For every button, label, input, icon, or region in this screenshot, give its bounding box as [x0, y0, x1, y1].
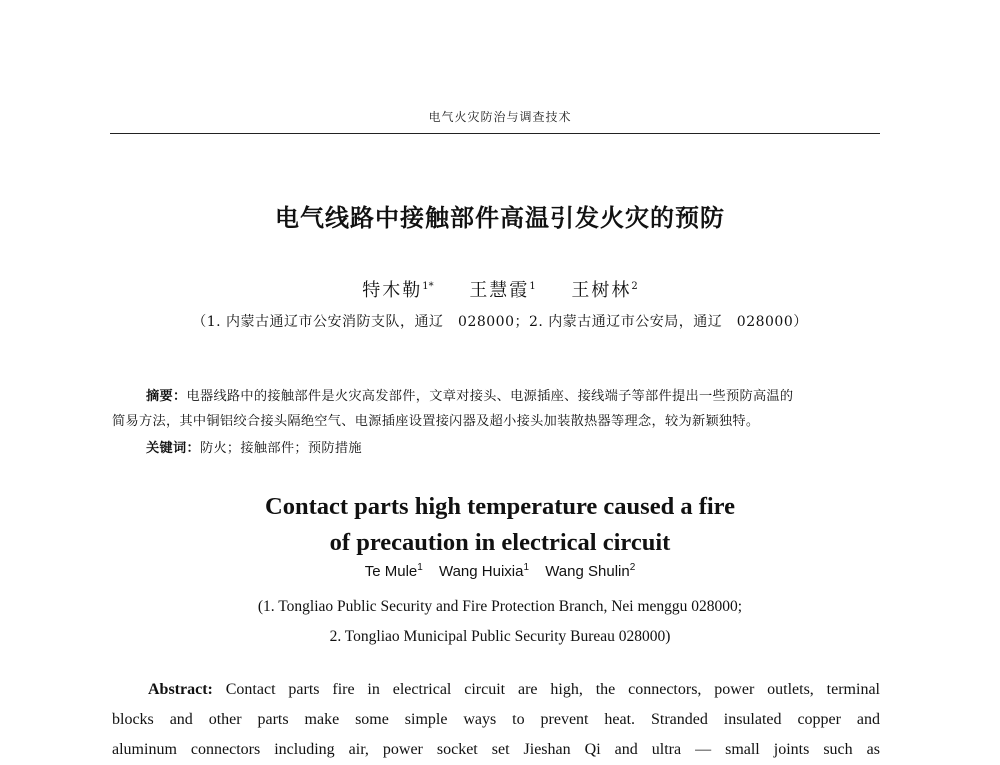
cn-keywords-text: 防火；接触部件；预防措施	[199, 441, 362, 456]
running-head: 电气火灾防治与调查技术	[428, 110, 572, 124]
en-abstract	[112, 675, 880, 765]
en-title-line: Contact parts high temperature caused a fire	[265, 493, 735, 520]
cn-author: 王慧霞$^1$	[469, 280, 536, 301]
en-author: Wang Huixia$^1$	[438, 562, 530, 580]
en-abstract-text: blocks and other parts make some simple ways to prevent heat. Stranded insulated copper and	[112, 711, 880, 728]
cn-abstract-label: 摘要：	[146, 389, 187, 404]
cn-author: 王树林$^2$	[571, 280, 638, 301]
en-author: Wang Shulin$^2$	[545, 562, 636, 580]
en-title	[0, 489, 1000, 561]
cn-keywords-label: 关键词：	[146, 441, 200, 456]
cn-title: 电气线路中接触部件高温引发火灾的预防	[275, 204, 725, 232]
cn-abstract	[112, 384, 882, 434]
en-authors	[0, 563, 1000, 580]
en-abstract-text: aluminum connectors including air, power socket set Jieshan Qi and ultra — small joints such as	[112, 741, 880, 758]
header-rule	[110, 133, 880, 134]
cn-abstract-text: 电器线路中的接触部件是火灾高发部件，文章对接头、电源插座、接线端子等部件提出一些预防高温的	[186, 389, 794, 404]
en-title-line: of precaution in electrical circuit	[329, 529, 671, 556]
cn-authors	[0, 276, 1000, 302]
cn-author: 特木勒$^{1*}$	[362, 280, 434, 301]
en-affiliation	[0, 592, 1000, 652]
en-abstract-label: Abstract:	[148, 681, 213, 698]
en-affiliation-line: (1. Tongliao Public Security and Fire Protection Branch, Nei menggu 028000;	[257, 598, 743, 615]
cn-keywords	[146, 437, 362, 456]
cn-abstract-text: 简易方法，其中铜铝绞合接头隔绝空气、电源插座设置接闪器及超小接头加装散热器等理念，较为新颖独特。	[112, 414, 760, 429]
en-author: Te Mule$^1$	[364, 562, 423, 580]
cn-affiliation: （1. 内蒙古通辽市公安消防支队，通辽 028000；2. 内蒙古通辽市公安局，通辽 028000）	[192, 314, 808, 330]
en-abstract-text: Contact parts fire in electrical circuit are high, the connectors, power outlets, terminal	[225, 681, 880, 698]
en-affiliation-line: 2. Tongliao Municipal Public Security Bureau 028000)	[329, 628, 671, 645]
